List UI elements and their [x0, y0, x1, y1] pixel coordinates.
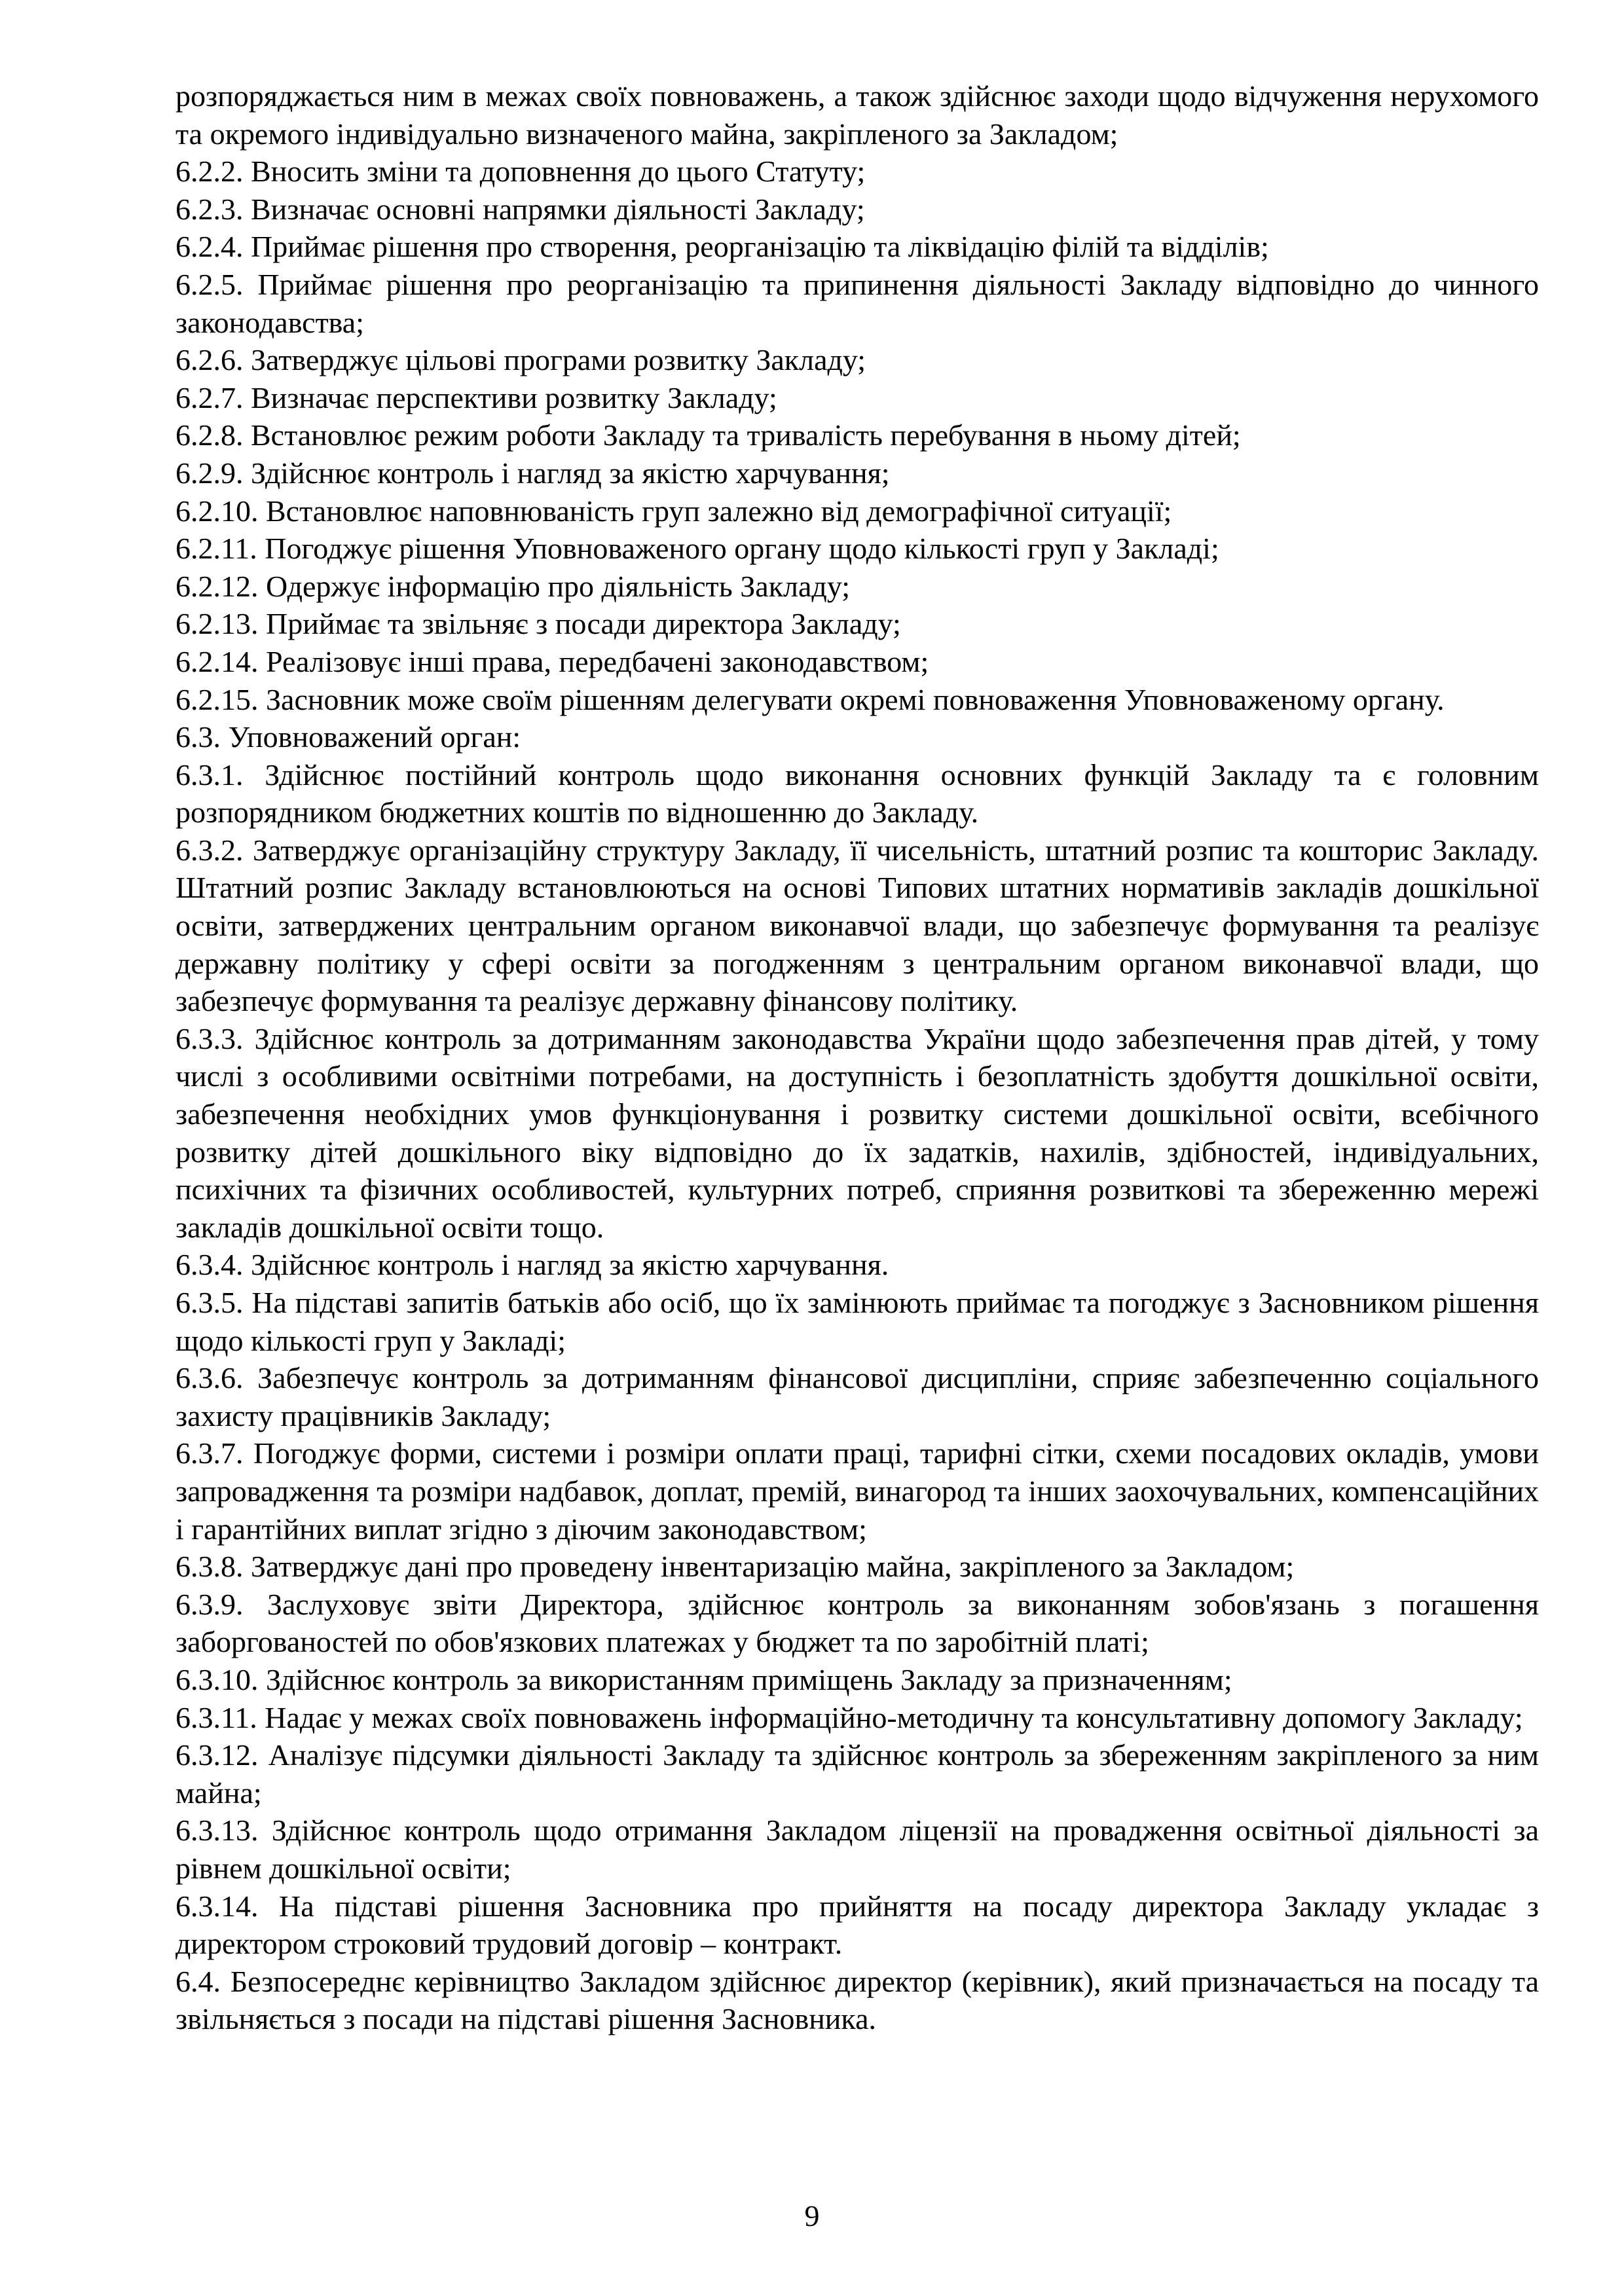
- paragraph-6-2-13: 6.2.13. Приймає та звільняє з посади директора Закладу;: [175, 607, 901, 641]
- paragraph-6-2-9: 6.2.9. Здійснює контроль і нагляд за якістю харчування;: [175, 456, 890, 490]
- paragraph-6-2-14: 6.2.14. Реалізовує інші права, передбачені законодавством;: [175, 644, 929, 678]
- paragraph-6-3-6: 6.3.6. Забезпечує контроль за дотриманням фінансової дисципліни, сприяє забезпеченню соціального захисту працівників Закладу;: [175, 1361, 1539, 1432]
- paragraph-6-3-13: 6.3.13. Здійснює контроль щодо отримання Закладом ліцензії на провадження освітньої діяльності за рівнем дошкільної освіти;: [175, 1813, 1539, 1885]
- paragraph-6-2-3: 6.2.3. Визначає основні напрямки діяльності Закладу;: [175, 192, 865, 226]
- paragraph-6-2-5: 6.2.5. Приймає рішення про реорганізацію та припинення діяльності Закладу відповідно до чинного законодавства;: [175, 267, 1539, 339]
- section-heading-6-3: 6.3. Уповноважений орган:: [175, 720, 521, 754]
- paragraph-6-2-10: 6.2.10. Встановлює наповнюваність груп залежно від демографічної ситуації;: [175, 494, 1172, 528]
- paragraph-6-2-12: 6.2.12. Одержує інформацію про діяльність Закладу;: [175, 569, 850, 603]
- paragraph-6-3-2: 6.3.2. Затверджує організаційну структуру Закладу, її чисельність, штатний розпис та кошторис Закладу. Штатний розпис Закладу встановлюються на основі Типових штатних нормативів закладів дошкільної освіти, затверджених центральним органом виконавчої влади, що забезпечує формування та реалізує державну політику у сфері освіти за погодженням з центральним органом виконавчої влади, що забезпечує формування та реалізує державну фінансову політику.: [175, 833, 1539, 1018]
- paragraph-6-3-7: 6.3.7. Погоджує форми, системи і розміри оплати праці, тарифні сітки, схеми посадових окладів, умови запровадження та розміри надбавок, доплат, премій, винагород та інших заохочувальних, компенсаційних і гарантійних виплат згідно з діючим законодавством;: [175, 1436, 1539, 1546]
- paragraph-6-2-11: 6.2.11. Погоджує рішення Уповноваженого органу щодо кількості груп у Закладі;: [175, 532, 1219, 566]
- paragraph-6-2-8: 6.2.8. Встановлює режим роботи Закладу та тривалість перебування в ньому дітей;: [175, 418, 1241, 452]
- paragraph-6-2-15: 6.2.15. Засновник може своїм рішенням делегувати окремі повноваження Уповноваженому органу.: [175, 682, 1445, 716]
- document-body: [175, 77, 1539, 2038]
- paragraph-6-3-3: 6.3.3. Здійснює контроль за дотриманням законодавства України щодо забезпечення прав дітей, у тому числі з особливими освітніми потребами, на доступність і безоплатність здобуття дошкільної освіти, забезпечення необхідних умов функціонування і розвитку системи дошкільної освіти, всебічного розвитку дітей дошкільного віку відповідно до їх задатків, нахилів, здібностей, індивідуальних, психічних та фізичних особливостей, культурних потреб, сприяння розвиткові та збереженню мережі закладів дошкільної освіти тощо.: [175, 1021, 1539, 1244]
- paragraph-6-2-7: 6.2.7. Визначає перспективи розвитку Закладу;: [175, 380, 777, 414]
- paragraph-6-2-2: 6.2.2. Вносить зміни та доповнення до цього Статуту;: [175, 155, 866, 189]
- paragraph-intro-continuation: розпоряджається ним в межах своїх повноважень, а також здійснює заходи щодо відчуження нерухомого та окремого індивідуально визначеного майна, закріпленого за Закладом;: [175, 79, 1539, 151]
- paragraph-6-4: 6.4. Безпосереднє керівництво Закладом здійснює директор (керівник), який призначається на посаду та звільняється з посади на підставі рішення Засновника.: [175, 1964, 1539, 2036]
- paragraph-6-3-1: 6.3.1. Здійснює постійний контроль щодо виконання основних функцій Закладу та є головним розпорядником бюджетних коштів по відношенню до Закладу.: [175, 757, 1539, 829]
- paragraph-6-2-4: 6.2.4. Приймає рішення про створення, реорганізацію та ліквідацію філій та відділів;: [175, 230, 1269, 264]
- paragraph-6-3-4: 6.3.4. Здійснює контроль і нагляд за якістю харчування.: [175, 1248, 889, 1282]
- paragraph-6-3-11: 6.3.11. Надає у межах своїх повноважень інформаційно-методичну та консультативну допомогу Закладу;: [175, 1700, 1523, 1734]
- paragraph-6-3-14: 6.3.14. На підставі рішення Засновника про прийняття на посаду директора Закладу укладає з директором строковий трудовий договір – контракт.: [175, 1889, 1539, 1961]
- paragraph-6-3-9: 6.3.9. Заслуховує звіти Директора, здійснює контроль за виконанням зобов'язань з погашення заборгованостей по обов'язкових платежах у бюджет та по заробітній платі;: [175, 1587, 1539, 1659]
- paragraph-6-3-12: 6.3.12. Аналізує підсумки діяльності Закладу та здійснює контроль за збереженням закріпленого за ним майна;: [175, 1738, 1539, 1810]
- page-number: 9: [804, 2199, 820, 2232]
- paragraph-6-3-10: 6.3.10. Здійснює контроль за використанням приміщень Закладу за призначенням;: [175, 1662, 1232, 1696]
- paragraph-6-3-8: 6.3.8. Затверджує дані про проведену інвентаризацію майна, закріпленого за Закладом;: [175, 1550, 1295, 1584]
- paragraph-6-3-5: 6.3.5. На підставі запитів батьків або осіб, що їх замінюють приймає та погоджує з Засновником рішення щодо кількості груп у Закладі;: [175, 1286, 1539, 1357]
- paragraph-6-2-6: 6.2.6. Затверджує цільові програми розвитку Закладу;: [175, 343, 866, 377]
